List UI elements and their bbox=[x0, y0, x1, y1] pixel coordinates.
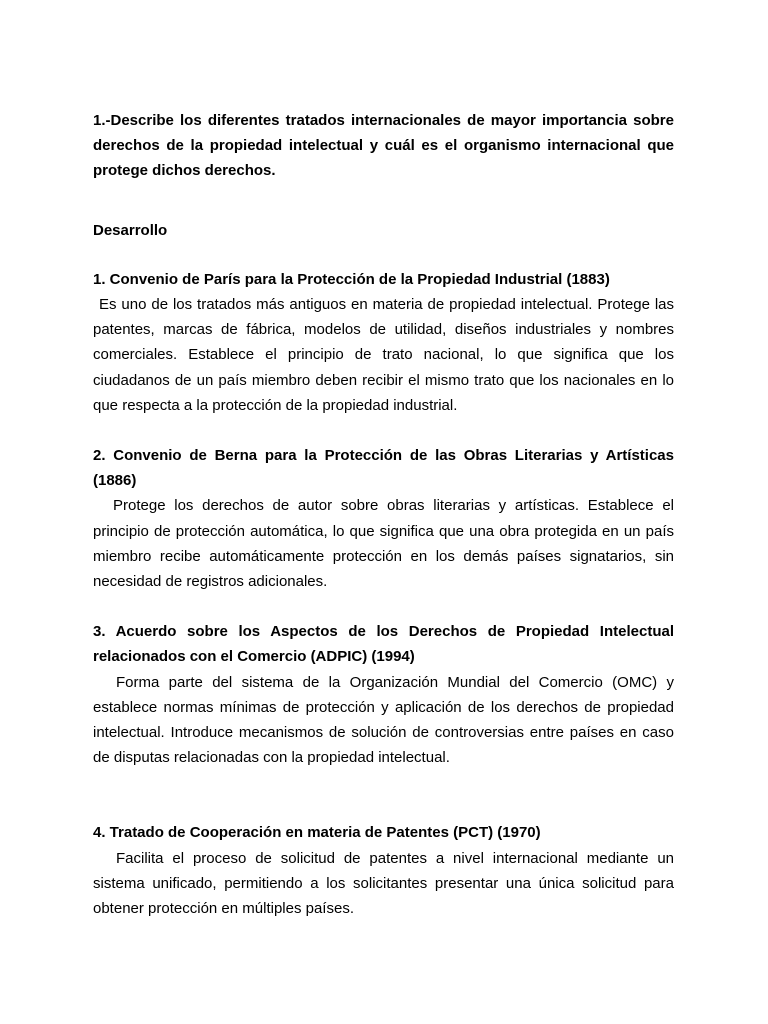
section-title: 2. Convenio de Berna para la Protección de las Obras Literarias y Artísticas (1886) bbox=[93, 447, 674, 490]
section-title: 4. Tratado de Cooperación en materia de Patentes (PCT) (1970) bbox=[93, 824, 541, 842]
section-body: Protege los derechos de autor sobre obras literarias y artísticas. Establece el principio de protección automática, lo que significa que una obra protegida en un país miembro recibe automáticamente protección en los demás países signatarios, sin necesidad de registros adicionales. bbox=[93, 497, 674, 591]
section-berne-convention bbox=[93, 443, 674, 594]
question-text: 1.-Describe los diferentes tratados internacionales de mayor importancia sobre derechos de la propiedad intelectual y cuál es el organismo internacional que protege dichos derechos. bbox=[93, 112, 674, 180]
section-body: Es uno de los tratados más antiguos en materia de propiedad intelectual. Protege las patentes, marcas de fábrica, modelos de utilidad, diseños industriales y nombres comerciales. Establece el principio de trato nacional, lo que significa que los ciudadanos de un país miembro deben recibir el mismo trato que los nacionales en lo que respecta a la protección de la propiedad industrial. bbox=[93, 296, 674, 414]
section-paris-convention bbox=[93, 267, 674, 418]
section-trips-agreement bbox=[93, 619, 674, 770]
section-title: 3. Acuerdo sobre los Aspectos de los Derechos de Propiedad Intelectual relacionados con el Comercio (ADPIC) (1994) bbox=[93, 623, 674, 666]
section-body: Forma parte del sistema de la Organización Mundial del Comercio (OMC) y establece normas mínimas de protección y aplicación de los derechos de propiedad intelectual. Introduce mecanismos de solución de controversias entre países en caso de disputas relacionadas con la propiedad intelectual. bbox=[93, 673, 674, 767]
section-body: Facilita el proceso de solicitud de patentes a nivel internacional mediante un sistema unificado, permitiendo a los solicitantes presentar una única solicitud para obtener protección en múltiples países. bbox=[93, 849, 674, 918]
section-title: 1. Convenio de París para la Protección de la Propiedad Industrial (1883) bbox=[93, 270, 610, 288]
development-heading: Desarrollo bbox=[93, 221, 168, 239]
section-pct-treaty bbox=[93, 820, 674, 921]
document-page bbox=[93, 108, 674, 946]
